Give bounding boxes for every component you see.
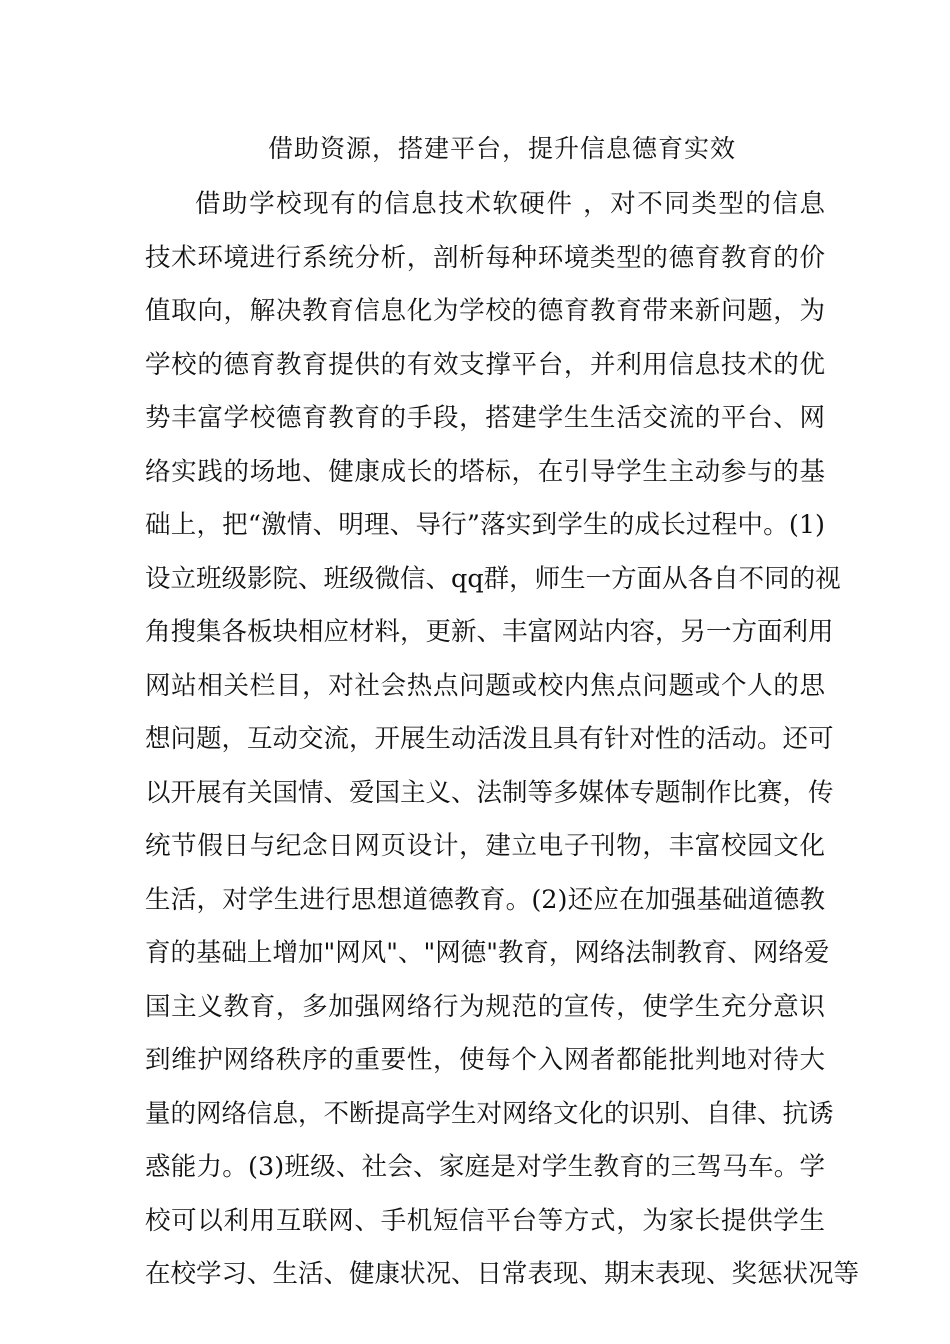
paragraph-line-14: 生活，对学生进行思想道德教育。(2)还应在加强基础道德教 bbox=[145, 884, 825, 915]
paragraph-line-4: 学校的德育教育提供的有效支撑平台，并利用信息技术的优 bbox=[145, 349, 825, 380]
paragraph-line-15: 育的基础上增加"网风"、"网德"教育，网络法制教育、网络爱 bbox=[145, 938, 830, 968]
paragraph-line-3: 值取向，解决教育信息化为学校的德育教育带来新问题，为 bbox=[145, 296, 825, 326]
paragraph-line-16: 国主义教育，多加强网络行为规范的宣传，使学生充分意识 bbox=[145, 991, 825, 1022]
paragraph-line-9: 角搜集各板块相应材料，更新、丰富网站内容，另一方面利用 bbox=[145, 617, 834, 647]
paragraph-line-11: 想问题，互动交流，开展生动活泼且具有针对性的活动。还可 bbox=[145, 724, 834, 754]
paragraph-line-13: 统节假日与纪念日网页设计，建立电子刊物，丰富校园文化 bbox=[145, 831, 825, 861]
paragraph-line-12: 以开展有关国情、爱国主义、法制等多媒体专题制作比赛，传 bbox=[145, 777, 834, 808]
paragraph-line-20: 校可以利用互联网、手机短信平台等方式，为家长提供学生 bbox=[145, 1205, 825, 1236]
paragraph-line-5: 势丰富学校德育教育的手段，搭建学生生活交流的平台、网 bbox=[145, 403, 825, 433]
paragraph-line-8: 设立班级影院、班级微信、qq群，师生一方面从各自不同的视 bbox=[145, 563, 841, 594]
paragraph-line-1: 借助学校现有的信息技术软硬件 ，对不同类型的信息 bbox=[195, 189, 825, 219]
paragraph-line-6: 络实践的场地、健康成长的塔标，在引导学生主动参与的基 bbox=[145, 456, 825, 487]
paragraph-line-19: 惑能力。(3)班级、社会、家庭是对学生教育的三驾马车。学 bbox=[145, 1152, 825, 1182]
paragraph-line-2: 技术环境进行系统分析，剖析每种环境类型的德育教育的价 bbox=[145, 242, 825, 273]
document-title: 借助资源，搭建平台，提升信息德育实效 bbox=[267, 134, 736, 163]
paragraph-line-21: 在校学习、生活、健康状况、日常表现、期末表现、奖惩状况等 bbox=[145, 1259, 860, 1289]
paragraph-line-17: 到维护网络秩序的重要性，使每个入网者都能批判地对待大 bbox=[145, 1045, 825, 1075]
paragraph-line-7: 础上，把“激情、明理、导行”落实到学生的成长过程中。(1) bbox=[145, 510, 825, 540]
body-paragraph bbox=[145, 178, 860, 1302]
paragraph-line-10: 网站相关栏目，对社会热点问题或校内焦点问题或个人的思 bbox=[145, 670, 825, 701]
paragraph-line-18: 量的网络信息，不断提高学生对网络文化的识别、自律、抗诱 bbox=[145, 1098, 834, 1129]
